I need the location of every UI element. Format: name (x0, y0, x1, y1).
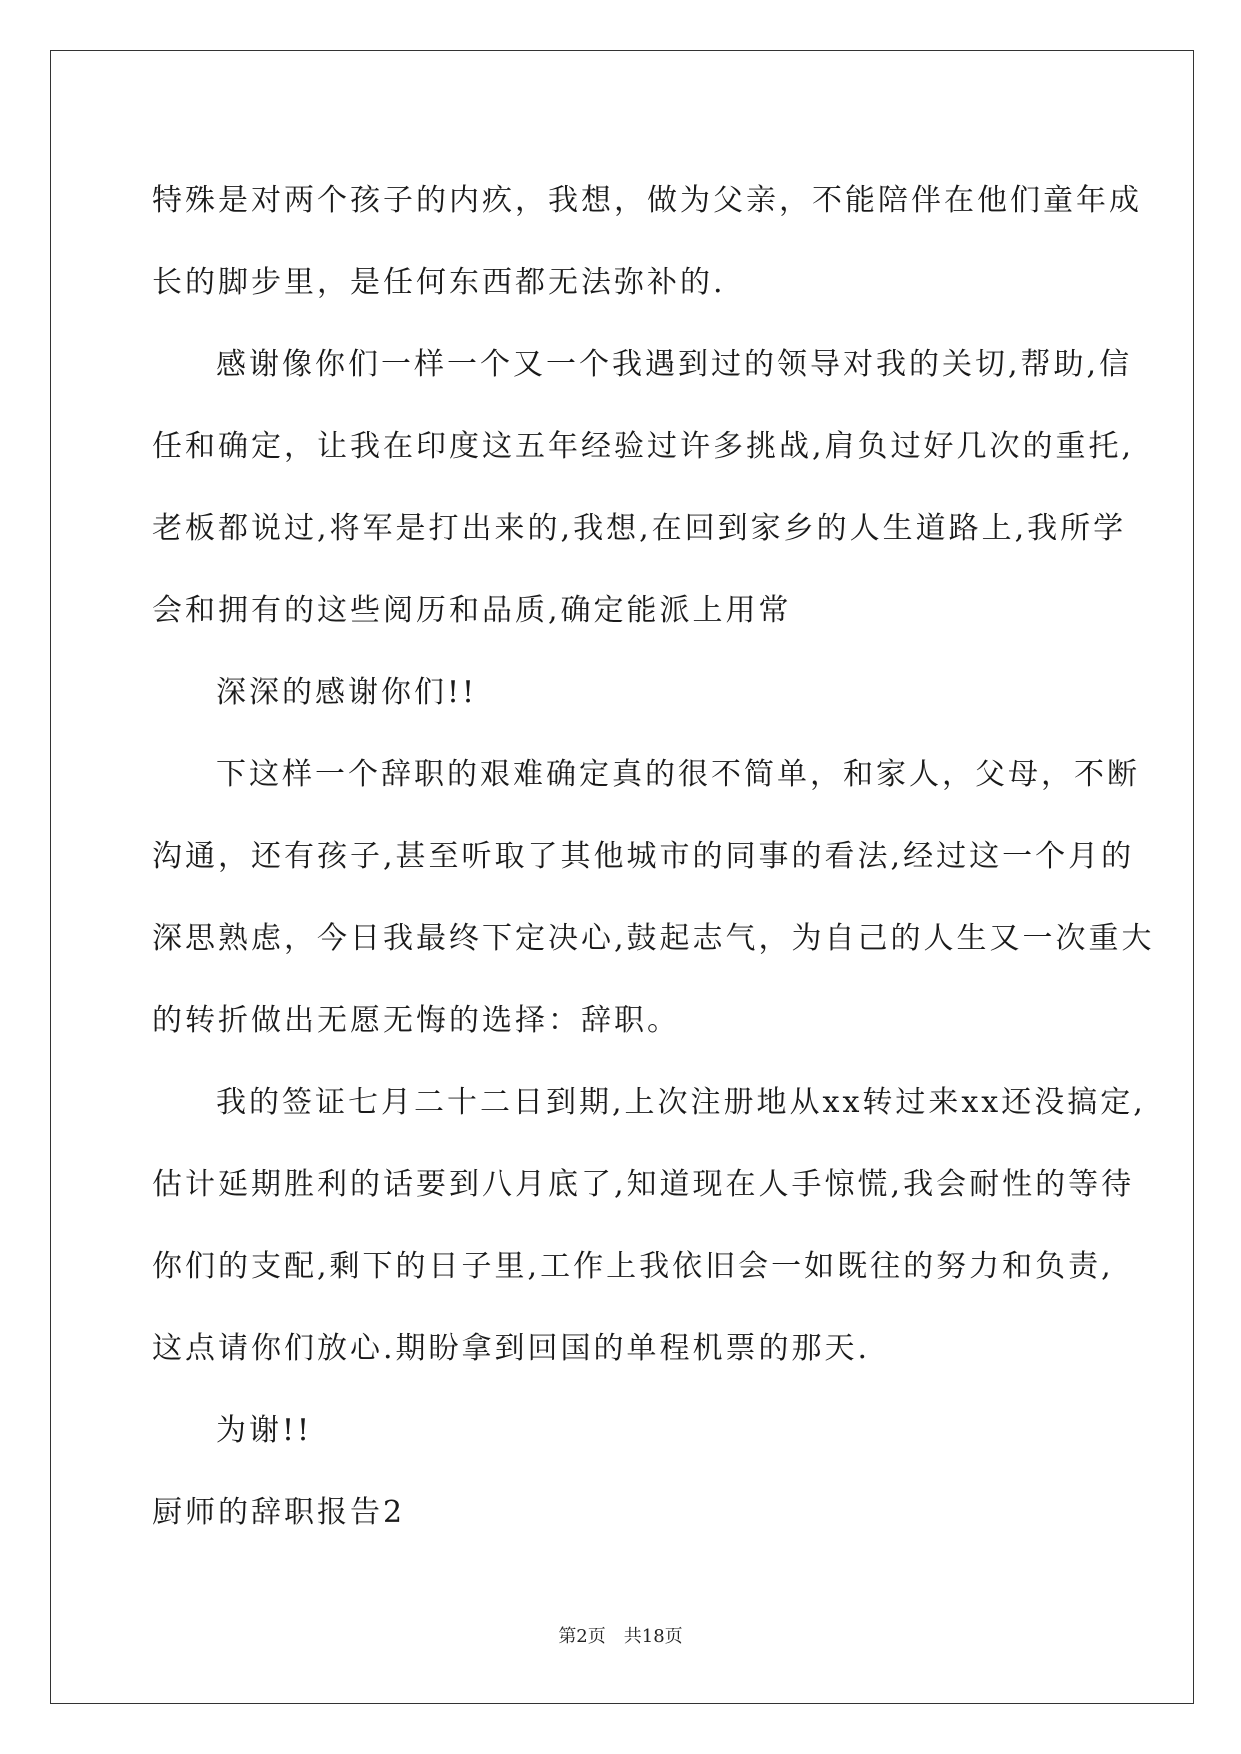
page-total: 共18页 (623, 1626, 683, 1647)
text-line: 的转折做出无愿无悔的选择：辞职。 (152, 1003, 680, 1038)
page-footer (0, 1622, 1241, 1648)
text-line: 沟通，还有孩子,甚至听取了其他城市的同事的看法,经过这一个月的 (152, 839, 1135, 874)
text-line: 老板都说过,将军是打出来的,我想,在回到家乡的人生道路上,我所学 (152, 511, 1127, 546)
paragraph-3 (152, 652, 1092, 734)
text-line: 长的脚步里，是任何东西都无法弥补的. (152, 265, 726, 300)
text-line: 特殊是对两个孩子的内疚，我想，做为父亲，不能陪伴在他们童年成 (152, 183, 1142, 218)
text-line: 估计延期胜利的话要到八月底了,知道现在人手惊慌,我会耐性的等待 (152, 1167, 1135, 1202)
paragraph-6 (152, 1390, 1092, 1472)
text-line: 深深的感谢你们!! (216, 675, 478, 710)
section-title: 厨师的辞职报告2 (152, 1495, 406, 1530)
page-number: 第2页 (558, 1626, 606, 1647)
text-line: 为谢!! (216, 1413, 313, 1448)
paragraph-4 (152, 734, 1155, 1062)
paragraph-2 (152, 324, 1135, 652)
text-line: 这点请你们放心.期盼拿到回国的单程机票的那天. (152, 1331, 871, 1366)
text-line: 我的签证七月二十二日到期,上次注册地从xx转过来xx还没搞定, (216, 1085, 1146, 1120)
document-body (152, 160, 1155, 1554)
text-line: 任和确定，让我在印度这五年经验过许多挑战,肩负过好几次的重托, (152, 429, 1135, 464)
text-line: 你们的支配,剩下的日子里,工作上我依旧会一如既往的努力和负责, (152, 1249, 1114, 1284)
text-line: 感谢像你们一样一个又一个我遇到过的领导对我的关切,帮助,信 (216, 347, 1133, 382)
paragraph-1 (152, 160, 1142, 324)
paragraph-5 (152, 1062, 1146, 1390)
text-line: 深思熟虑，今日我最终下定决心,鼓起志气，为自己的人生又一次重大 (152, 921, 1155, 956)
text-line: 会和拥有的这些阅历和品质,确定能派上用常 (152, 593, 792, 628)
text-line: 下这样一个辞职的艰难确定真的很不简单，和家人，父母，不断 (216, 757, 1140, 792)
